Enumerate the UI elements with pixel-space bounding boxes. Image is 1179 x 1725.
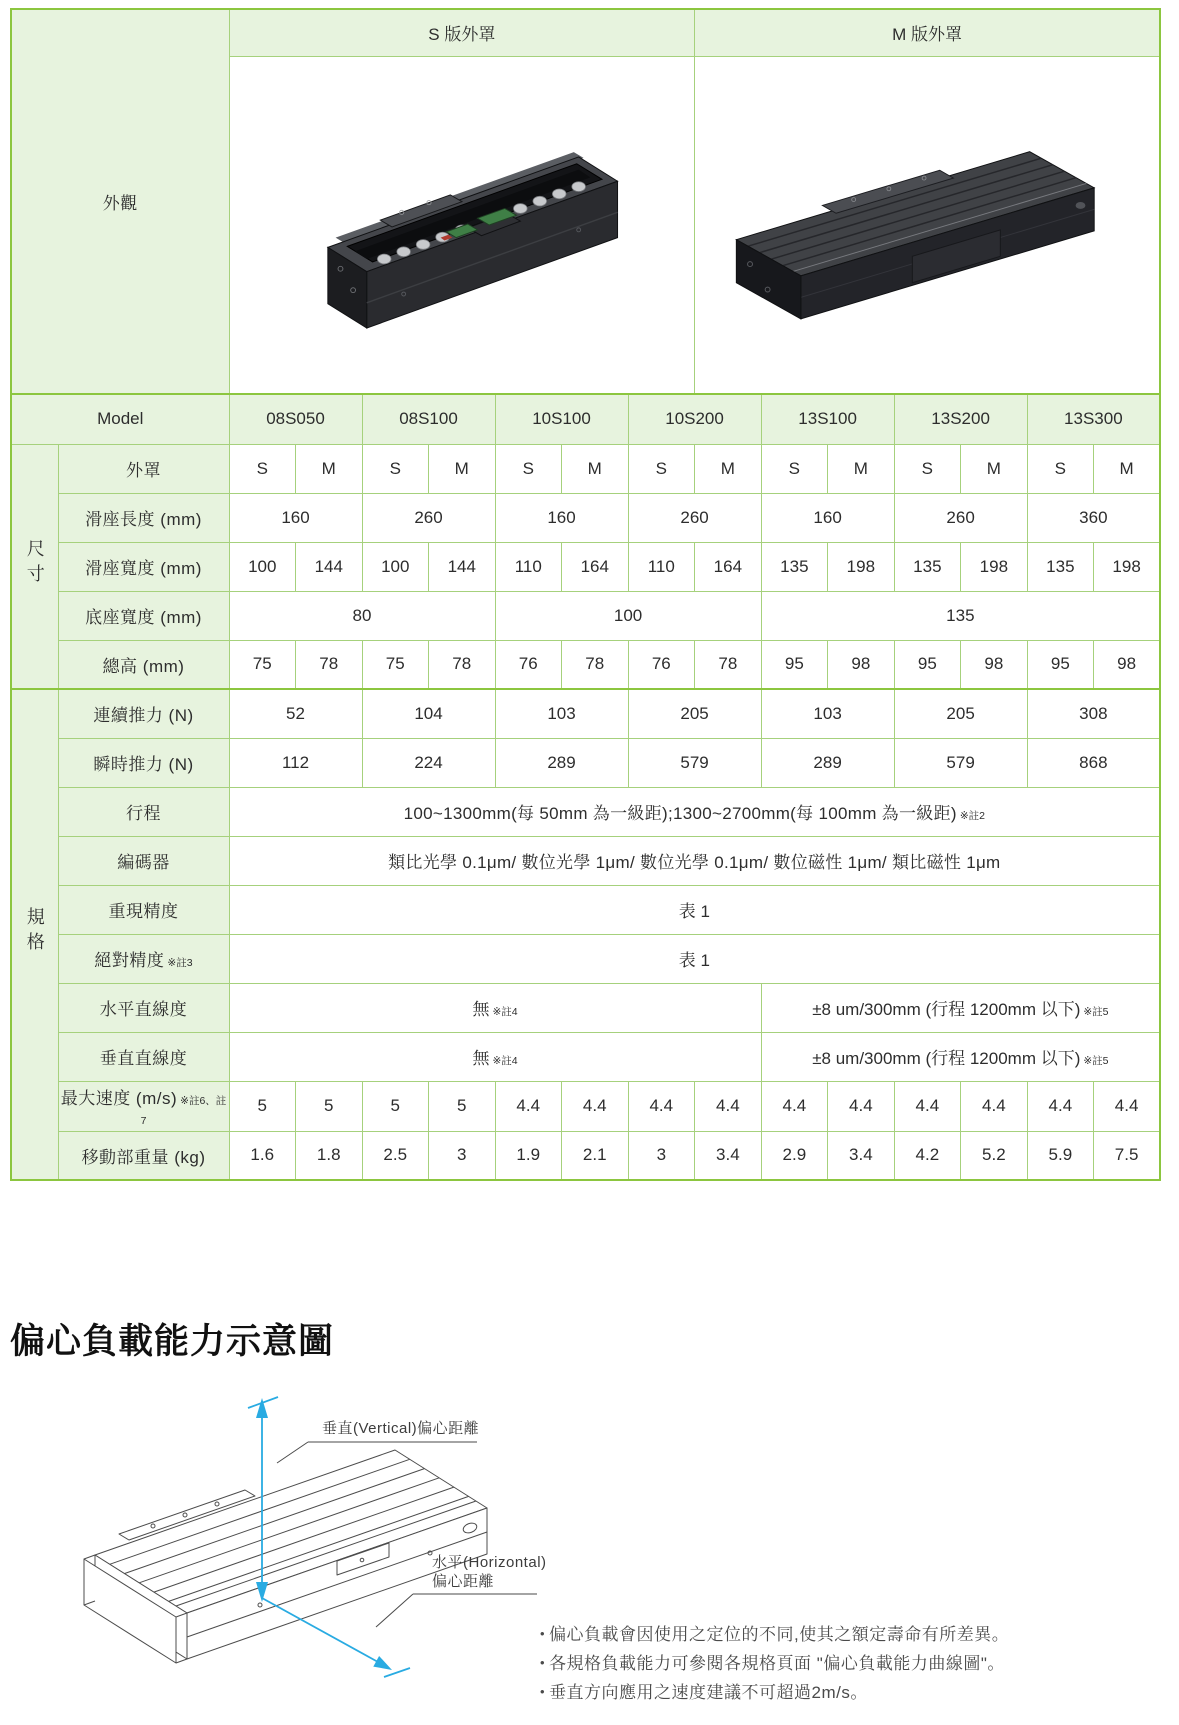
cell: 95 <box>894 640 961 689</box>
cell-h-straightness-left: 無 ※註4 <box>229 983 761 1032</box>
cell: 75 <box>229 640 296 689</box>
cell: 164 <box>695 542 762 591</box>
cell-repeatability: 表 1 <box>229 885 1160 934</box>
cell: 110 <box>495 542 562 591</box>
cell: 4.2 <box>894 1131 961 1180</box>
cell: 4.4 <box>1027 1081 1094 1131</box>
photo-cell-m-cover <box>695 56 1161 394</box>
cell: 2.1 <box>562 1131 629 1180</box>
cell: 78 <box>429 640 496 689</box>
row-label-v-straightness: 垂直直線度 <box>58 1032 229 1081</box>
cell: 3 <box>429 1131 496 1180</box>
cell: 4.4 <box>1094 1081 1161 1131</box>
cover-header-s: S 版外罩 <box>229 9 695 56</box>
cell: 144 <box>296 542 363 591</box>
section-dimensions: 尺寸 <box>11 444 58 689</box>
cell: 95 <box>1027 640 1094 689</box>
cell: 78 <box>296 640 363 689</box>
appearance-text: 外觀 <box>102 194 138 213</box>
cell: 103 <box>495 689 628 738</box>
row-label-absolute-acc: 絕對精度 ※註3 <box>58 934 229 983</box>
cell: 75 <box>362 640 429 689</box>
cell: 135 <box>1027 542 1094 591</box>
row-label-slide-width: 滑座寬度 (mm) <box>58 542 229 591</box>
cell: 5 <box>429 1081 496 1131</box>
cell-stroke: 100~1300mm(每 50mm 為一級距);1300~2700mm(每 100mm 為一級距) ※註2 <box>229 787 1160 836</box>
cell: S <box>628 444 695 493</box>
row-label-cont-force: 連續推力 (N) <box>58 689 229 738</box>
cell: M <box>828 444 895 493</box>
cell: 5.2 <box>961 1131 1028 1180</box>
model-10S100: 10S100 <box>495 394 628 444</box>
cell: S <box>894 444 961 493</box>
cell: 135 <box>894 542 961 591</box>
cell: S <box>761 444 828 493</box>
cell: M <box>562 444 629 493</box>
cell: 5 <box>229 1081 296 1131</box>
row-label-stroke: 行程 <box>58 787 229 836</box>
cell: 4.4 <box>761 1081 828 1131</box>
cell: 4.4 <box>695 1081 762 1131</box>
cell: 205 <box>894 689 1027 738</box>
eccentric-load-diagram-title: 偏心負載能力示意圖 <box>10 1322 335 1361</box>
cell: S <box>229 444 296 493</box>
cell: 2.9 <box>761 1131 828 1180</box>
cell-v-straightness-right: ±8 um/300mm (行程 1200mm 以下) ※註5 <box>761 1032 1160 1081</box>
cover-header-m: M 版外罩 <box>695 9 1161 56</box>
row-label-inst-force: 瞬時推力 (N) <box>58 738 229 787</box>
eccentric-load-diagram <box>40 1350 540 1690</box>
cell: 7.5 <box>1094 1131 1161 1180</box>
cell: S <box>362 444 429 493</box>
section-specs: 規格 <box>11 689 58 1180</box>
cell-encoder: 類比光學 0.1μm/ 數位光學 1μm/ 數位光學 0.1μm/ 數位磁性 1μm/ 類比磁性 1μm <box>229 836 1160 885</box>
appearance-label <box>11 9 229 394</box>
horizontal-offset-label-line1: 水平(Horizontal) <box>432 1554 547 1571</box>
cell: 579 <box>894 738 1027 787</box>
photo-cell-s-cover <box>229 56 695 394</box>
cell: S <box>495 444 562 493</box>
cell: 2.5 <box>362 1131 429 1180</box>
note-line: • 各規格負載能力可參閱各規格頁面 "偏心負載能力曲線圖"。 <box>540 1654 1005 1673</box>
row-label-total-height: 總高 (mm) <box>58 640 229 689</box>
bullet-icon: • <box>540 1684 546 1699</box>
cell: M <box>695 444 762 493</box>
cell: 205 <box>628 689 761 738</box>
cell: 95 <box>761 640 828 689</box>
row-label-slide-length: 滑座長度 (mm) <box>58 493 229 542</box>
cell: M <box>429 444 496 493</box>
cell: 4.4 <box>562 1081 629 1131</box>
cell: M <box>1094 444 1161 493</box>
cell-v-straightness-left: 無 ※註4 <box>229 1032 761 1081</box>
cell: 5.9 <box>1027 1131 1094 1180</box>
note-line: • 偏心負載會因使用之定位的不同,使其之額定壽命有所差異。 <box>540 1625 1010 1644</box>
cell: 100 <box>362 542 429 591</box>
model-13S100: 13S100 <box>761 394 894 444</box>
cell: 3 <box>628 1131 695 1180</box>
model-08S100: 08S100 <box>362 394 495 444</box>
bullet-icon: • <box>540 1626 546 1641</box>
cell: 4.4 <box>961 1081 1028 1131</box>
cell: 308 <box>1027 689 1160 738</box>
row-label-repeatability: 重現精度 <box>58 885 229 934</box>
product-photo-m-cover <box>707 105 1147 345</box>
row-label-cover: 外罩 <box>58 444 229 493</box>
model-08S050: 08S050 <box>229 394 362 444</box>
cell: 98 <box>828 640 895 689</box>
cell: 4.4 <box>894 1081 961 1131</box>
cell: 4.4 <box>495 1081 562 1131</box>
row-label-encoder: 編碼器 <box>58 836 229 885</box>
cell: 198 <box>828 542 895 591</box>
cell: 160 <box>495 493 628 542</box>
cell: 98 <box>961 640 1028 689</box>
cell: 3.4 <box>695 1131 762 1180</box>
cell: 224 <box>362 738 495 787</box>
cell: 52 <box>229 689 362 738</box>
cell: 260 <box>894 493 1027 542</box>
cell: 5 <box>362 1081 429 1131</box>
model-10S200: 10S200 <box>628 394 761 444</box>
cell: 360 <box>1027 493 1160 542</box>
cell: 98 <box>1094 640 1161 689</box>
cell: 76 <box>628 640 695 689</box>
cell: 198 <box>1094 542 1161 591</box>
cell: 104 <box>362 689 495 738</box>
cell: 80 <box>229 591 495 640</box>
cell: 198 <box>961 542 1028 591</box>
horizontal-offset-label <box>432 1553 547 1591</box>
cell: 3.4 <box>828 1131 895 1180</box>
horizontal-offset-label-line2: 偏心距離 <box>432 1573 495 1590</box>
cell: 260 <box>362 493 495 542</box>
row-label-max-speed: 最大速度 (m/s) ※註6、註7 <box>58 1081 229 1131</box>
cell: 78 <box>695 640 762 689</box>
cell: 160 <box>229 493 362 542</box>
cell: 289 <box>495 738 628 787</box>
vertical-offset-label: 垂直(Vertical)偏心距離 <box>322 1420 480 1437</box>
cell: 289 <box>761 738 894 787</box>
cell: 112 <box>229 738 362 787</box>
cell: 103 <box>761 689 894 738</box>
row-label-moving-mass: 移動部重量 (kg) <box>58 1131 229 1180</box>
cell: S <box>1027 444 1094 493</box>
cell: M <box>296 444 363 493</box>
specification-table <box>10 8 1161 1181</box>
cell: 260 <box>628 493 761 542</box>
model-13S300: 13S300 <box>1027 394 1160 444</box>
diagram-notes <box>540 1621 1009 1708</box>
cell: 579 <box>628 738 761 787</box>
cell: 1.6 <box>229 1131 296 1180</box>
cell: 100 <box>495 591 761 640</box>
cell: 5 <box>296 1081 363 1131</box>
note-line: • 垂直方向應用之速度建議不可超過2m/s。 <box>540 1683 868 1702</box>
cell: 1.9 <box>495 1131 562 1180</box>
cell: 160 <box>761 493 894 542</box>
bullet-icon: • <box>540 1655 546 1670</box>
cell: 868 <box>1027 738 1160 787</box>
cell: 110 <box>628 542 695 591</box>
cell: 164 <box>562 542 629 591</box>
cell: 135 <box>761 542 828 591</box>
cell: 4.4 <box>828 1081 895 1131</box>
product-photo-s-cover <box>287 100 637 350</box>
cell: 4.4 <box>628 1081 695 1131</box>
cell: 144 <box>429 542 496 591</box>
row-label-h-straightness: 水平直線度 <box>58 983 229 1032</box>
cell: 135 <box>761 591 1160 640</box>
model-13S200: 13S200 <box>894 394 1027 444</box>
cell: 100 <box>229 542 296 591</box>
cell: 76 <box>495 640 562 689</box>
cell: 78 <box>562 640 629 689</box>
row-label-base-width: 底座寬度 (mm) <box>58 591 229 640</box>
cell: M <box>961 444 1028 493</box>
cell-absolute-acc: 表 1 <box>229 934 1160 983</box>
cell: 1.8 <box>296 1131 363 1180</box>
cell-h-straightness-right: ±8 um/300mm (行程 1200mm 以下) ※註5 <box>761 983 1160 1032</box>
model-header: Model <box>11 394 229 444</box>
